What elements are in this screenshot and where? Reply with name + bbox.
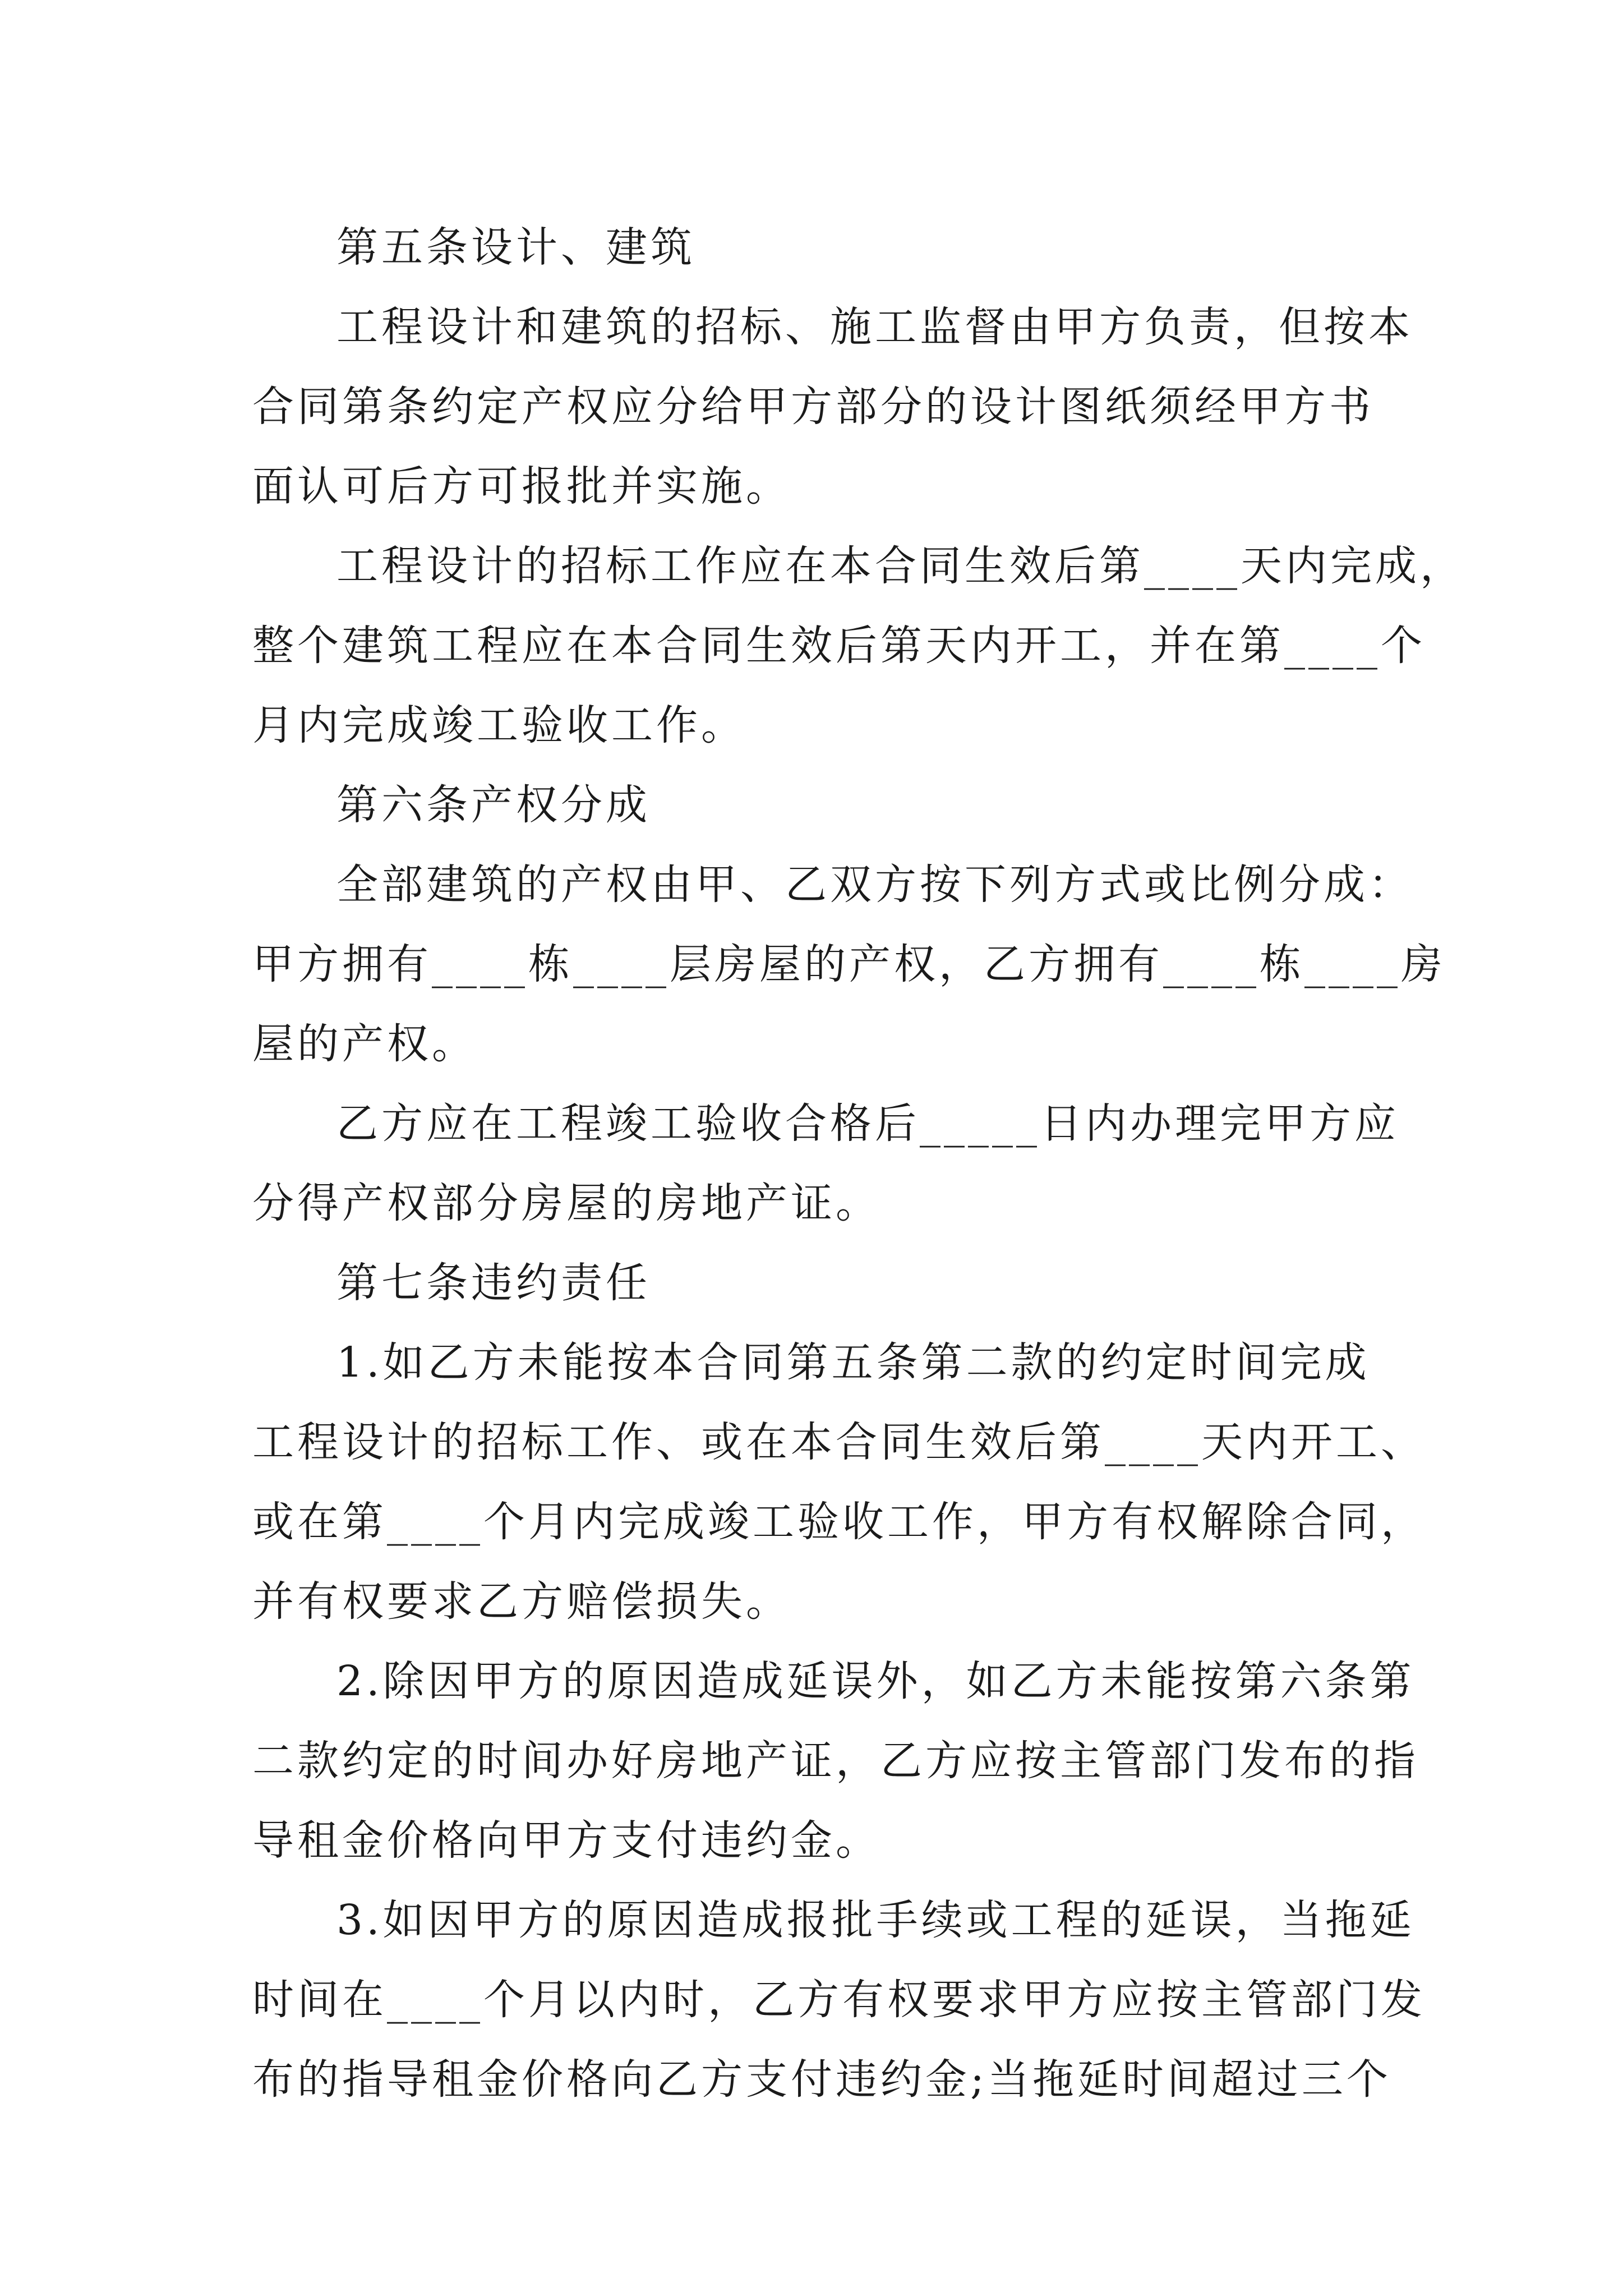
paragraph-line: 甲方拥有____栋____层房屋的产权，乙方拥有____栋____房 xyxy=(252,940,1446,988)
paragraph-line: 工程设计和建筑的招标、施工监督由甲方负责，但按本 xyxy=(336,303,1413,351)
clause-line: 或在第____个月内完成竣工验收工作，甲方有权解除合同， xyxy=(252,1498,1426,1546)
heading-article-7: 第七条违约责任 xyxy=(336,1259,651,1307)
clause-line: 工程设计的招标工作、或在本合同生效后第____天内开工、 xyxy=(252,1418,1426,1466)
clause-line: 并有权要求乙方赔偿损失。 xyxy=(252,1577,791,1626)
document-page xyxy=(252,208,1465,2119)
paragraph-line: 整个建筑工程应在本合同生效后第天内开工，并在第____个 xyxy=(252,622,1426,670)
paragraph-line: 面认可后方可报批并实施。 xyxy=(252,462,791,510)
paragraph-line: 屋的产权。 xyxy=(252,1020,477,1068)
clause-line: 导租金价格向甲方支付违约金。 xyxy=(252,1816,880,1865)
clause-line: 二款约定的时间办好房地产证，乙方应按主管部门发布的指 xyxy=(252,1737,1419,1785)
paragraph-line: 全部建筑的产权由甲、乙双方按下列方式或比例分成： xyxy=(336,861,1413,909)
clause-line: 1.如乙方未能按本合同第五条第二款的约定时间完成 xyxy=(336,1338,1370,1387)
paragraph-line: 合同第条约定产权应分给甲方部分的设计图纸须经甲方书 xyxy=(252,383,1374,431)
clause-line: 时间在____个月以内时，乙方有权要求甲方应按主管部门发 xyxy=(252,1976,1426,2024)
paragraph-line: 工程设计的招标工作应在本合同生效后第____天内完成， xyxy=(336,542,1465,590)
clause-line: 3.如因甲方的原因造成报批手续或工程的延误，当拖延 xyxy=(336,1896,1415,1944)
heading-article-5: 第五条设计、建筑 xyxy=(336,223,695,272)
paragraph-line: 乙方应在工程竣工验收合格后_____日内办理完甲方应 xyxy=(336,1099,1399,1148)
clause-line: 2.除因甲方的原因造成延误外，如乙方未能按第六条第 xyxy=(336,1657,1415,1705)
paragraph-line: 月内完成竣工验收工作。 xyxy=(252,701,746,749)
paragraph-line: 分得产权部分房屋的房地产证。 xyxy=(252,1179,880,1227)
clause-line: 布的指导租金价格向乙方支付违约金;当拖延时间超过三个 xyxy=(252,2055,1391,2104)
heading-article-6: 第六条产权分成 xyxy=(336,781,651,829)
